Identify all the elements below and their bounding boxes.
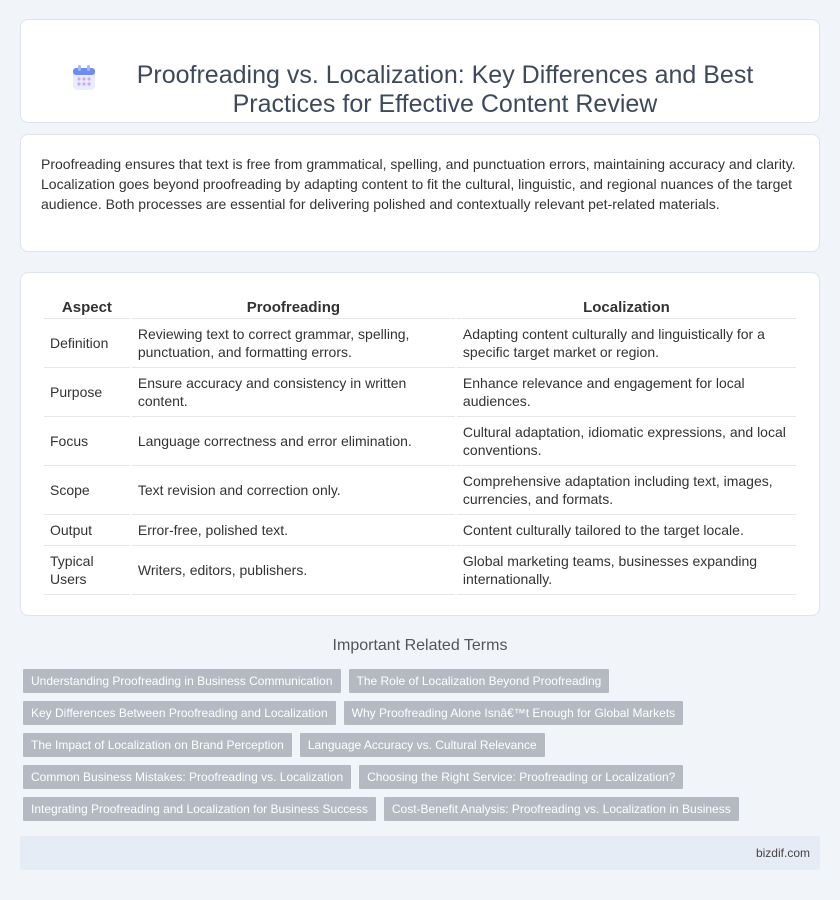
related-term-tag[interactable]: Cost-Benefit Analysis: Proofreading vs. Localization in Business [384,797,739,821]
table-row [44,466,796,515]
table-row [44,368,796,417]
footer [20,836,820,870]
localization-cell: Global marketing teams, businesses expanding internationally. [457,546,796,595]
localization-cell: Adapting content culturally and linguistically for a specific target market or region. [457,319,796,368]
proofreading-cell: Text revision and correction only. [132,466,455,515]
tag-row [23,669,803,693]
aspect-cell: Scope [44,466,130,515]
tag-row [23,797,803,821]
tag-row [23,733,803,757]
aspect-cell: Focus [44,417,130,466]
related-term-tag[interactable]: Language Accuracy vs. Cultural Relevance [300,733,545,757]
intro-card [20,134,820,252]
table-row [44,546,796,595]
comparison-card [20,272,820,616]
localization-cell: Enhance relevance and engagement for local audiences. [457,368,796,417]
related-term-tag[interactable]: Why Proofreading Alone Isnâ€™t Enough for Global Markets [344,701,684,725]
related-term-tag[interactable]: Common Business Mistakes: Proofreading vs. Localization [23,765,351,789]
intro-paragraph: Proofreading ensures that text is free from grammatical, spelling, and punctuation errors, maintaining accuracy and clarity. Localization goes beyond proofreading by adapting content to fit the cultural, linguistic, and regional nuances of the target audience. Both processes are essential for delivering polished and contextually relevant pet-related materials. [41,156,796,212]
related-term-tag[interactable]: Integrating Proofreading and Localization for Business Success [23,797,376,821]
tag-row [23,701,803,725]
tag-row [23,765,803,789]
aspect-cell: Purpose [44,368,130,417]
aspect-cell: Definition [44,319,130,368]
header-proofreading: Proofreading [132,296,455,319]
related-term-tag[interactable]: The Impact of Localization on Brand Perception [23,733,292,757]
localization-cell: Content culturally tailored to the target locale. [457,515,796,546]
related-term-tag[interactable]: Key Differences Between Proofreading and Localization [23,701,336,725]
proofreading-cell: Language correctness and error elimination. [132,417,455,466]
related-terms-title: Important Related Terms [332,637,508,654]
comparison-table [42,296,798,595]
title-card [20,19,820,123]
proofreading-cell: Writers, editors, publishers. [132,546,455,595]
related-term-tag[interactable]: The Role of Localization Beyond Proofreading [349,669,610,693]
page-title: Proofreading vs. Localization: Key Differences and Best Practices for Effective Content Review [136,61,754,118]
aspect-cell: Typical Users [44,546,130,595]
table-header-row [44,296,796,319]
localization-cell: Cultural adaptation, idiomatic expressions, and local conventions. [457,417,796,466]
table-row [44,319,796,368]
site-link[interactable]: bizdif.com [755,846,810,860]
aspect-cell: Output [44,515,130,546]
related-terms-list [23,669,803,829]
related-term-tag[interactable]: Choosing the Right Service: Proofreading or Localization? [359,765,683,789]
table-row [44,515,796,546]
proofreading-cell: Ensure accuracy and consistency in written content. [132,368,455,417]
proofreading-cell: Error-free, polished text. [132,515,455,546]
localization-cell: Comprehensive adaptation including text, images, currencies, and formats. [457,466,796,515]
header-aspect: Aspect [44,296,130,319]
proofreading-cell: Reviewing text to correct grammar, spelling, punctuation, and formatting errors. [132,319,455,368]
header-localization: Localization [457,296,796,319]
related-term-tag[interactable]: Understanding Proofreading in Business Communication [23,669,341,693]
table-row [44,417,796,466]
